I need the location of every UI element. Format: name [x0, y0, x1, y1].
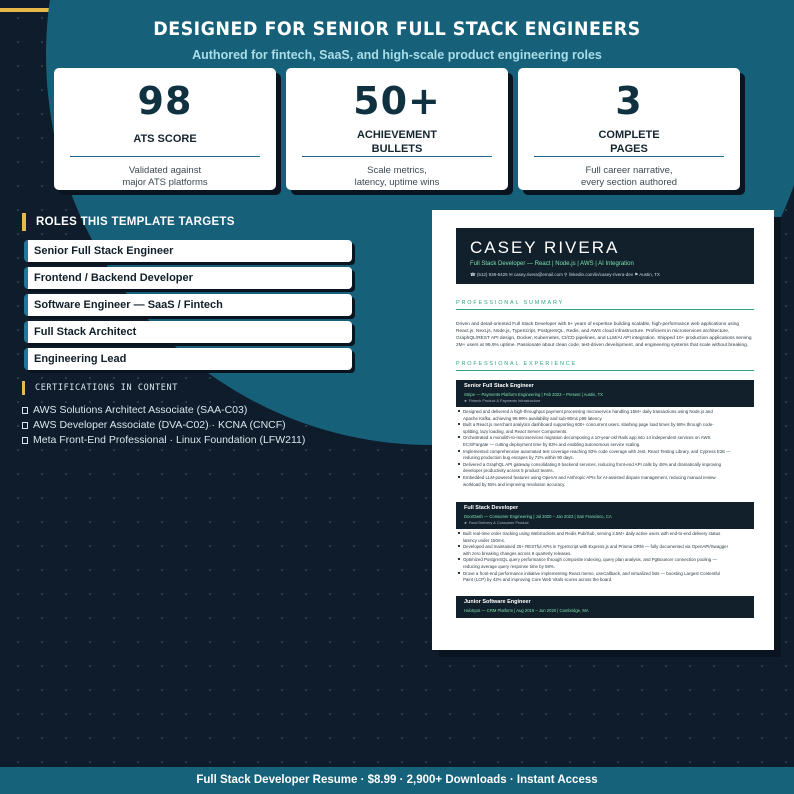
- checkbox-icon: [22, 422, 28, 429]
- resume-contact: ☎ (512) 938-6425 ✉ casey.rivera@email.com ⚲ linkedin.com/in/casey-rivera-dev ⚑ Austin, TX: [470, 272, 660, 277]
- job-subtitle: ► Food Delivery & Consumer Product: [464, 521, 529, 525]
- stat-label-line: BULLETS: [371, 143, 423, 155]
- bullet-text: with zero breaking changes across 8 quarterly releases.: [463, 550, 572, 556]
- bullet-text: Orchestrated a monolith-to-microservices migration decomposing a 10-year-old Rails app into 14 independent services on AWS: [463, 435, 711, 441]
- roles-section-title: ROLES THIS TEMPLATE TARGETS: [22, 213, 235, 231]
- job-bullets: [458, 409, 750, 488]
- bullet-text: Optimized PostgreSQL query performance through composite indexing, query plan analysis, and PgBouncer connection pooling —: [463, 557, 717, 563]
- stat-description-line: every section authored: [580, 177, 678, 188]
- stat-description: [518, 165, 740, 189]
- job-role: Junior Software Engineer: [464, 599, 531, 605]
- bullet-icon: [458, 532, 460, 534]
- stat-description-line: Scale metrics,: [367, 165, 427, 176]
- stat-label: [518, 128, 740, 156]
- certification-text: AWS Solutions Architect Associate (SAA-C03): [33, 404, 248, 416]
- bullet-line: [458, 462, 750, 469]
- stat-label-line: COMPLETE: [598, 129, 660, 141]
- bullet-text: splitting, lazy loading, and React Server Components.: [463, 428, 568, 434]
- experience-rule: [456, 370, 754, 371]
- bullet-text: Apache Kafka, achieving 99.99% availability and sub-80ms p99 latency.: [463, 415, 603, 421]
- bullet-text: latency under 150ms.: [463, 537, 505, 543]
- summary-heading: PROFESSIONAL SUMMARY: [456, 300, 565, 306]
- job-header: [456, 596, 754, 618]
- bullet-line: [458, 468, 750, 475]
- job-meta: DoorDash — Consumer Engineering | Jul 2020 – Jan 2023 | San Francisco, CA: [464, 514, 612, 519]
- bullet-line: [458, 435, 750, 442]
- stat-number: 3: [615, 79, 643, 123]
- summary-paragraph: [456, 321, 752, 349]
- certification-line: [22, 404, 247, 417]
- bullet-icon: [458, 463, 460, 465]
- role-item: Engineering Lead: [24, 348, 352, 370]
- stat-divider: [302, 156, 492, 157]
- bullet-text: Designed and delivered a high-throughput payment processing microservice handling 15M+ daily transactions using Node.js and: [463, 409, 713, 414]
- bullet-text: workload by 55% and improving resolution accuracy.: [463, 481, 566, 487]
- bullet-line: [458, 551, 750, 558]
- stat-divider: [70, 156, 260, 157]
- summary-line: React.js, Next.js, Node.js, TypeScript, PostgreSQL, Redis, and AWS cloud infrastructure. Proficient in microservices architecture,: [456, 329, 730, 334]
- headline: DESIGNED FOR SENIOR FULL STACK ENGINEERS: [153, 18, 641, 40]
- bullet-line: [458, 564, 750, 571]
- job-role: Senior Full Stack Engineer: [464, 383, 534, 389]
- bullet-icon: [458, 423, 460, 425]
- job-bullets: [458, 531, 750, 584]
- stat-label-line: ACHIEVEMENT: [356, 129, 438, 141]
- bullet-line: [458, 577, 750, 584]
- bullet-text: Drove a front-end performance initiative implementing React.memo, useCallback, and virtualized lists — boosting Largest Contentful: [463, 570, 720, 576]
- role-item: Frontend / Backend Developer: [24, 267, 352, 289]
- bullet-line: [458, 571, 750, 578]
- checkbox-icon: [22, 407, 28, 414]
- resume-name: CASEY RIVERA: [470, 238, 620, 257]
- role-item: Senior Full Stack Engineer: [24, 240, 352, 262]
- bullet-line: [458, 409, 750, 416]
- role-item: Full Stack Architect: [24, 321, 352, 343]
- job-header: [456, 380, 754, 407]
- bullet-line: [458, 455, 750, 462]
- certification-text: AWS Developer Associate (DVA-C02) · KCNA (CNCF): [33, 419, 286, 431]
- resume-title: Full Stack Developer — React | Node.js | AWS | AI Integration: [470, 261, 634, 267]
- bullet-line: [458, 429, 750, 436]
- stat-label-line: PAGES: [610, 143, 648, 155]
- bullet-icon: [458, 572, 460, 574]
- bullet-line: [458, 531, 750, 538]
- job-role: Full Stack Developer: [464, 505, 519, 511]
- stat-card-ats-score: [54, 68, 276, 190]
- summary-rule: [456, 309, 754, 310]
- certification-line: [22, 434, 305, 447]
- bullet-icon: [458, 450, 460, 452]
- job-subtitle: ► Fintech Product & Payments Infrastructure: [464, 399, 541, 403]
- certification-text: Meta Front-End Professional · Linux Foundation (LFW211): [33, 434, 306, 446]
- bullet-text: reducing average query response time by 58%.: [463, 563, 556, 569]
- bullet-icon: [458, 545, 460, 547]
- bullet-text: Paint (LCP) by 42% and improving Core Web Vitals scores across the board.: [463, 577, 613, 583]
- role-item: Software Engineer — SaaS / Fintech: [24, 294, 352, 316]
- bullet-line: [458, 449, 750, 456]
- bullet-line: [458, 416, 750, 423]
- summary-line: GraphQL/REST API design, Docker, Kubernetes, CI/CD pipelines, and LLM/AI API integration. Shipped 10+ production applications serving: [456, 336, 752, 341]
- stat-description-line: latency, uptime wins: [354, 177, 440, 188]
- bullet-icon: [458, 476, 460, 478]
- job-header: [456, 502, 754, 529]
- stat-card-achievement-bullets: [286, 68, 508, 190]
- bullet-text: Implemented comprehensive automated test coverage reaching 93% code coverage with Jest, React Testing Library, and Cypress E2E —: [463, 448, 731, 454]
- bullet-text: reducing production bug escapes by 72% within 90 days.: [463, 455, 574, 461]
- bullet-text: ECS/Fargate — cutting deployment time by 83% and enabling autonomous service scaling.: [463, 441, 641, 447]
- bullet-icon: [458, 410, 460, 412]
- summary-line: Driven and detail-oriented Full Stack Developer with 5+ years of expertise building scalable, high-performance web applications using: [456, 322, 740, 327]
- bullet-icon: [458, 436, 460, 438]
- bullet-icon: [458, 558, 460, 560]
- bullet-text: Embedded LLM-powered features using OpenAI and Anthropic APIs for AI-assisted dispute management, reducing manual review: [463, 474, 716, 480]
- stat-label: [286, 128, 508, 156]
- bullet-line: [458, 422, 750, 429]
- job-meta: HubSpot — CRM Platform | Aug 2019 – Jun 2020 | Cambridge, MA: [464, 608, 589, 613]
- bullet-line: [458, 442, 750, 449]
- bullet-text: Developed and maintained 25+ RESTful APIs in TypeScript with Express.js and Prisma ORM — fully documented via OpenAPI/Swagger: [463, 544, 729, 550]
- summary-line: 2M+ users at 99.9% uptime. Passionate about clean code, test-driven development, and engineering systems that scale without breaking.: [456, 343, 749, 348]
- job-meta: Stripe — Payments Platform Engineering | Feb 2023 – Present | Austin, TX: [464, 392, 603, 397]
- bullet-line: [458, 557, 750, 564]
- resume-header: [456, 228, 754, 284]
- stat-card-complete-pages: [518, 68, 740, 190]
- bullet-line: [458, 482, 750, 489]
- certification-line: [22, 419, 286, 432]
- stat-divider: [534, 156, 724, 157]
- bullet-line: [458, 538, 750, 545]
- stat-description: [54, 165, 276, 189]
- bullet-line: [458, 475, 750, 482]
- bullet-text: Delivered a GraphQL API gateway consolidating 9 backend services, reducing front-end API calls by 48% and dramatically improving: [463, 461, 722, 467]
- stat-description-line: Validated against: [128, 165, 202, 176]
- stat-number: 98: [137, 79, 193, 123]
- stat-description-line: Full career narrative,: [585, 165, 673, 176]
- bullet-line: [458, 544, 750, 551]
- certifications-title: CERTIFICATIONS IN CONTENT: [22, 381, 178, 395]
- subheadline: Authored for fintech, SaaS, and high-scale product engineering roles: [192, 48, 602, 62]
- bullet-text: Built real-time order tracking using WebSockets and Redis Pub/Sub, serving 2.5M+ daily active users with end-to-end delivery status: [463, 531, 721, 536]
- stat-label: ATS SCORE: [133, 133, 197, 145]
- stat-description-line: major ATS platforms: [122, 177, 208, 188]
- resume-preview: [432, 210, 774, 650]
- bullet-text: Built a React.js merchant analytics dashboard supporting 600+ concurrent users, slashing page load times by 68% through code-: [463, 422, 714, 428]
- experience-heading: PROFESSIONAL EXPERIENCE: [456, 361, 577, 367]
- bullet-text: developer productivity across 5 product teams.: [463, 468, 554, 474]
- footer-bar: Full Stack Developer Resume · $8.99 · 2,900+ Downloads · Instant Access: [0, 767, 794, 794]
- stat-description: [286, 165, 508, 189]
- stat-number: 50+: [353, 79, 441, 123]
- checkbox-icon: [22, 437, 28, 444]
